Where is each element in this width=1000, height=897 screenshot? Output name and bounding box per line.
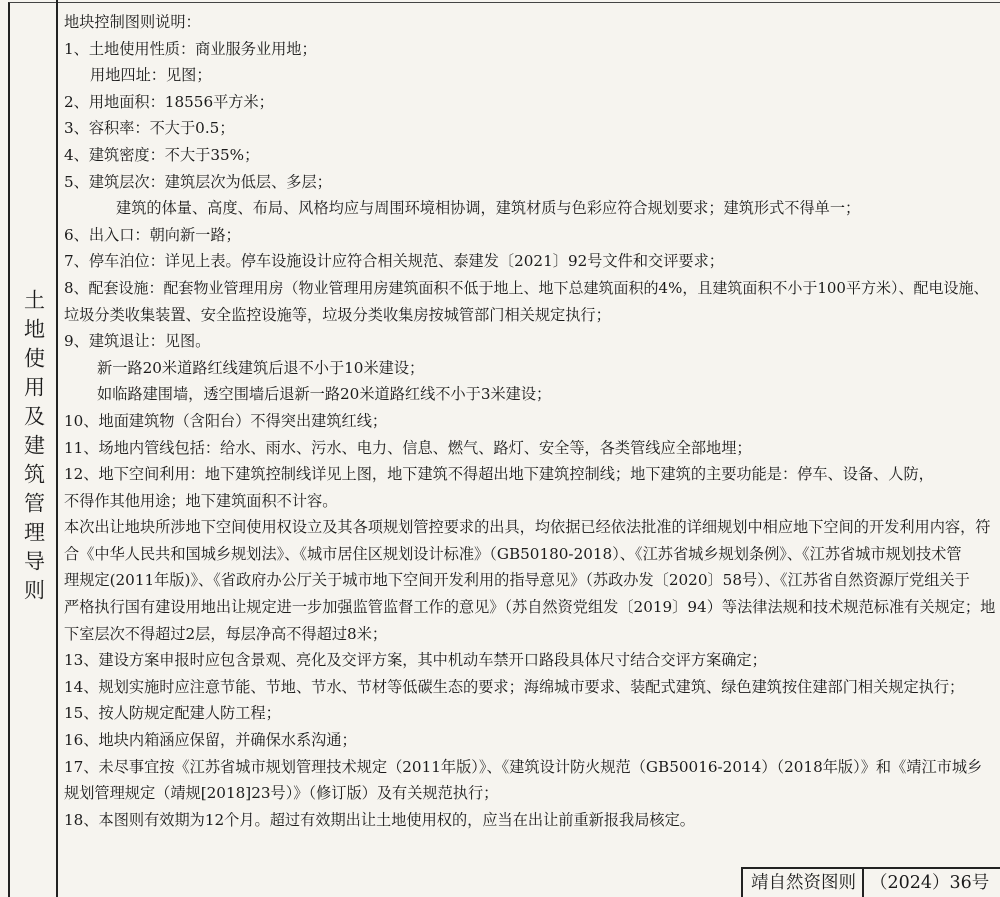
text-line: 15、按人防规定配建人防工程；: [64, 704, 281, 723]
text-line: 14、规划实施时应注意节能、节地、节水、节材等低碳生态的要求；海绵城市要求、装配式建筑、绿色建筑按住建部门相关规定执行；: [64, 677, 965, 696]
text-line: 规划管理规定（靖规[2018]23号）》（修订版）及有关规范执行；: [64, 784, 499, 803]
text-line: 7、停车泊位：详见上表。停车设施设计应符合相关规范、泰建发〔2021〕92号文件和交评要求；: [64, 252, 724, 271]
text-line: 1、土地使用性质：商业服务业用地；: [64, 39, 317, 58]
text-line: 9、建筑退让：见图。: [64, 332, 211, 351]
text-line: 10、地面建筑物（含阳台）不得突出建筑红线；: [64, 411, 388, 430]
text-line: 6、出入口：朝向新一路；: [64, 225, 241, 244]
text-line: 合《中华人民共和国城乡规划法》、《城市居住区规划设计标准》（GB50180-2018）、《江苏省城乡规划条例》、《江苏省城市规划技术管: [64, 544, 962, 563]
text-line: 18、本图则有效期为12个月。超过有效期出让土地使用权的，应当在出让前重新报我局核定。: [64, 810, 695, 829]
text-line: 不得作其他用途；地下建筑面积不计容。: [64, 491, 338, 510]
text-line: 13、建设方案申报时应包含景观、亮化及交评方案，其中机动车禁开口路段具体尺寸结合交评方案确定；: [64, 651, 767, 670]
content-block: [64, 9, 996, 833]
text-line: 下室层次不得超过2层，每层净高不得超过8米；: [64, 624, 388, 643]
text-line: 16、地块内箱涵应保留，并确保水系沟通；: [64, 731, 357, 750]
text-line: 用地四址：见图；: [90, 66, 212, 85]
heading: 地块控制图则说明：: [64, 13, 201, 31]
document-org: 靖自然资图则: [743, 869, 864, 897]
text-line: 5、建筑层次：建筑层次为低层、多层；: [64, 172, 332, 191]
text-line: 3、容积率：不大于0.5；: [64, 119, 235, 138]
text-line: 如临路建围墙，透空围墙后退新一路20米道路红线不小于3米建设；: [97, 385, 552, 404]
side-title: 土地使用及建筑管理导则: [21, 289, 46, 608]
text-line: 本次出让地块所涉地下空间使用权设立及其各项规划管控要求的出具，均依据已经依法批准的详细规划中相应地下空间的开发利用内容，符: [64, 518, 991, 537]
text-line: 垃圾分类收集装置、安全监控设施等，垃圾分类收集房按城管部门相关规定执行；: [64, 305, 611, 324]
text-line: 11、场地内管线包括：给水、雨水、污水、电力、信息、燃气、路灯、安全等，各类管线应全部地埋；: [64, 438, 752, 457]
text-line: 新一路20米道路红线建筑后退不小于10米建设；: [97, 358, 425, 377]
text-line: 8、配套设施：配套物业管理用房（物业管理用房建筑面积不低于地上、地下总建筑面积的4%，且建筑面积不小于100平方米）、配电设施、: [64, 278, 989, 297]
text-line: 2、用地面积：18556平方米；: [64, 92, 274, 111]
text-line: 建筑的体量、高度、布局、风格均应与周围环境相协调，建筑材质与色彩应符合规划要求；建筑形式不得单一；: [116, 199, 861, 218]
text-line: 17、未尽事宜按《江苏省城市规划管理技术规定（2011年版）》、《建筑设计防火规范（GB50016-2014）（2018年版）》和《靖江市城乡: [64, 757, 983, 776]
side-column: [10, 0, 58, 897]
document-number: （2024）36号: [870, 873, 990, 893]
text-line: 4、建筑密度：不大于35%；: [64, 145, 260, 164]
text-line: 严格执行国有建设用地出让规定进一步加强监管监督工作的意见》（苏自然资党组发〔2019〕94）等法律法规和技术规范标准有关规定；地: [64, 598, 996, 617]
document-number-box: [741, 867, 1000, 897]
text-line: 理规定(2011年版)》、《省政府办公厅关于城市地下空间开发利用的指导意见》（苏政办发〔2020〕58号）、《江苏省自然资源厅党组关于: [64, 571, 970, 590]
text-line: 12、地下空间利用：地下建筑控制线详见上图，地下建筑不得超出地下建筑控制线；地下建筑的主要功能是：停车、设备、人防，: [64, 465, 934, 484]
